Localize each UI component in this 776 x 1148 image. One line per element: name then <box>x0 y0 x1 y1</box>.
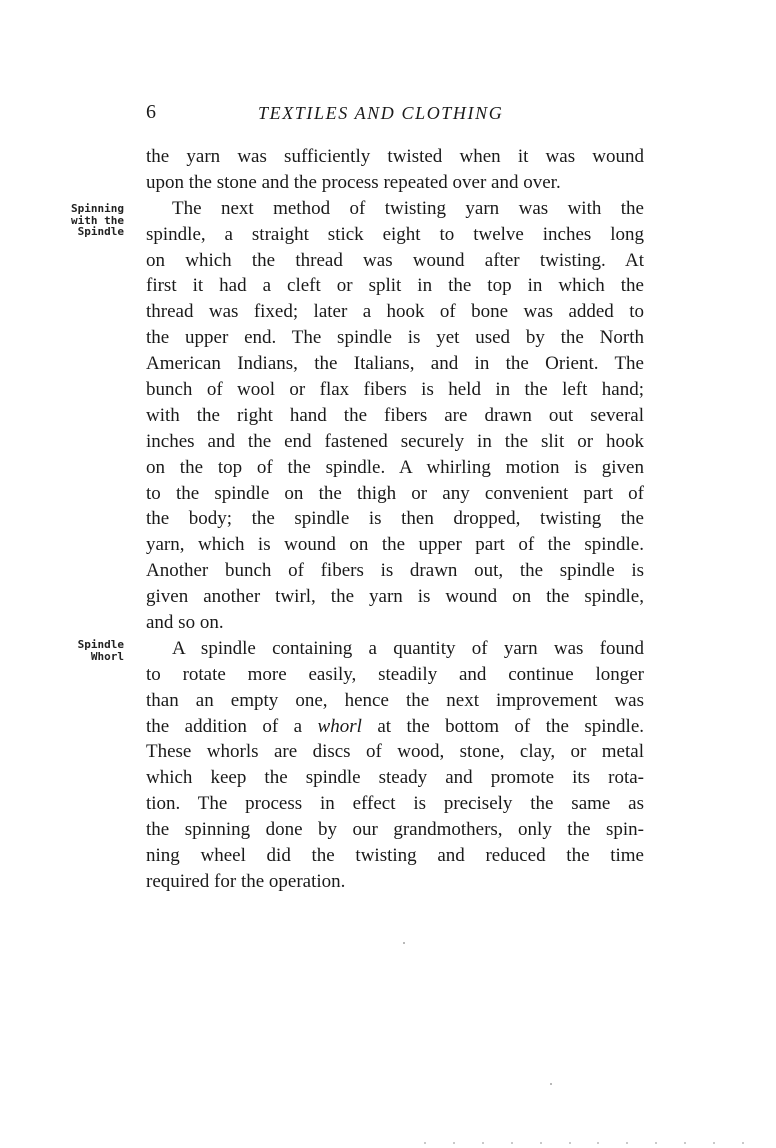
margin-note-line: Spindle <box>77 638 124 651</box>
text-line: and so on. <box>146 612 224 634</box>
text-line: inches and the end fastened securely in the slit or hook <box>146 430 644 452</box>
text-line: first it had a cleft or split in the top in which the <box>146 275 644 297</box>
text-line: the upper end. The spindle is yet used by the North <box>146 327 644 349</box>
text-line: spindle, a straight stick eight to twelve inches long <box>146 223 644 245</box>
text-line: ning wheel did the twisting and reduced the time <box>146 845 644 867</box>
text-segment: at the bottom of the spindle. <box>361 715 644 737</box>
text-line <box>146 714 644 740</box>
margin-note-line: Spinning <box>71 202 124 215</box>
scan-speck <box>713 1142 715 1144</box>
scan-speck <box>626 1142 628 1144</box>
scan-speck-row <box>424 1142 744 1145</box>
page-number: 6 <box>146 101 156 123</box>
scan-speck <box>511 1142 513 1144</box>
text-line: to the spindle on the thigh or any convenient part of <box>146 482 644 504</box>
text-line: which keep the spindle steady and promote its rota- <box>146 767 644 789</box>
scan-speck <box>742 1142 744 1144</box>
margin-note-line: Whorl <box>90 649 124 663</box>
text-line: the spinning done by our grandmothers, only the spin- <box>146 819 644 841</box>
scan-speck <box>403 942 405 944</box>
text-line: Another bunch of fibers is drawn out, the spindle is <box>146 560 644 582</box>
margin-note-spindle-whorl <box>54 639 124 662</box>
text-line: American Indians, the Italians, and in the Orient. The <box>146 353 644 375</box>
text-line: These whorls are discs of wood, stone, clay, or metal <box>146 741 644 763</box>
text-line: with the right hand the fibers are drawn out several <box>146 404 644 426</box>
margin-note-line: Spindle <box>77 225 124 238</box>
scan-speck <box>453 1142 455 1144</box>
scan-speck <box>482 1142 484 1144</box>
text-line: given another twirl, the yarn is wound on the spindle, <box>146 586 644 608</box>
text-line: bunch of wool or flax fibers is held in the left hand; <box>146 379 644 401</box>
body-text <box>146 144 644 895</box>
scan-speck <box>424 1142 426 1144</box>
text-line: on the top of the spindle. A whirling motion is given <box>146 456 644 478</box>
text-line: tion. The process in effect is precisely the same as <box>146 793 644 815</box>
scan-speck <box>540 1142 542 1144</box>
scan-speck <box>569 1142 571 1144</box>
text-line: than an empty one, hence the next improvement was <box>146 689 644 711</box>
margin-note-spinning-with-spindle <box>54 203 124 238</box>
text-line: to rotate more easily, steadily and continue longer <box>146 663 644 685</box>
text-line: on which the thread was wound after twisting. At <box>146 249 644 271</box>
scan-speck <box>655 1142 657 1144</box>
text-line: the body; the spindle is then dropped, twisting the <box>146 508 644 530</box>
text-segment: the addition of a <box>146 715 318 737</box>
text-line: required for the operation. <box>146 870 346 892</box>
text-line: the yarn was sufficiently twisted when it was wound <box>146 146 644 167</box>
margin-note-line: with the <box>71 213 124 227</box>
text-line: A spindle containing a quantity of yarn was found <box>172 637 644 659</box>
text-line: yarn, which is wound on the upper part of the spindle. <box>146 534 644 556</box>
text-line: The next method of twisting yarn was with the <box>172 197 644 219</box>
italic-term-whorl: whorl <box>317 715 362 737</box>
text-line: thread was fixed; later a hook of bone was added to <box>146 301 644 323</box>
scan-speck <box>684 1142 686 1144</box>
running-head-title: TEXTILES AND CLOTHING <box>258 103 504 123</box>
scan-speck <box>597 1142 599 1144</box>
scan-speck <box>550 1083 552 1085</box>
text-line: upon the stone and the process repeated over and over. <box>146 171 561 193</box>
